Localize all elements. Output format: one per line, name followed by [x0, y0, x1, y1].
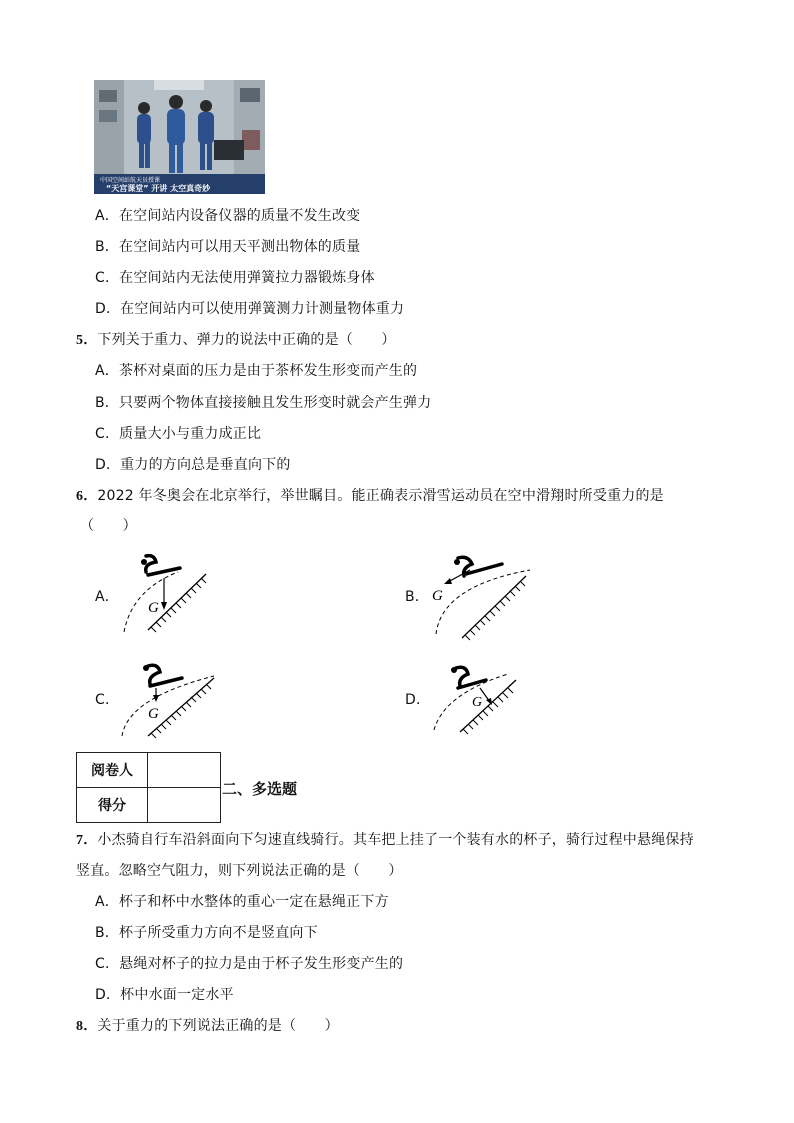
q6-option-d-label: D．	[405, 692, 431, 708]
force-label-g: G	[472, 695, 483, 710]
q6-option-a-label: A．	[95, 589, 119, 605]
photo-caption-main: “天宫课堂” 开讲 太空真奇妙	[106, 184, 211, 193]
question-stem-line1: 小杰骑自行车沿斜面向下匀速直线骑行。其车把上挂了一个装有水的杯子，骑行过程中悬绳保持	[97, 832, 694, 848]
reviewer-label: 阅卷人	[77, 753, 148, 788]
q7-option-a: A．杯子和杯中水整体的重心一定在悬绳正下方	[95, 894, 389, 910]
photo-caption-banner	[94, 174, 265, 194]
space-station-photo	[94, 80, 265, 194]
q6-diagram-c	[118, 658, 218, 740]
reviewer-field[interactable]	[148, 753, 221, 788]
q6-diagram-d	[430, 658, 530, 740]
question-number: 6．	[76, 489, 98, 504]
force-label-g: G	[148, 706, 159, 722]
question-stem: 下列关于重力、弹力的说法中正确的是（ ）	[97, 332, 396, 348]
question-number: 8．	[76, 1019, 98, 1034]
q6-option-c-label: C．	[95, 692, 120, 708]
q6-diagram-a	[118, 550, 218, 640]
q6-diagram-b	[430, 550, 540, 642]
q4-option-b: B．在空间站内可以用天平测出物体的质量	[95, 239, 361, 255]
photo-caption-small: 中国空间站航天员授课	[100, 177, 161, 184]
q5-option-c: C．质量大小与重力成正比	[95, 426, 262, 442]
q6-option-b-label: B．	[405, 589, 430, 605]
question-5	[76, 330, 396, 351]
question-6-stem-line2: （ ）	[80, 518, 137, 534]
q4-option-c: C．在空间站内无法使用弹簧拉力器锻炼身体	[95, 270, 375, 286]
question-stem: 关于重力的下列说法正确的是（ ）	[97, 1018, 339, 1034]
q7-option-b: B．杯子所受重力方向不是竖直向下	[95, 925, 318, 941]
q5-option-a: A．茶杯对桌面的压力是由于茶杯发生形变而产生的	[95, 363, 418, 379]
q5-option-d: D．重力的方向总是垂直向下的	[95, 457, 291, 473]
force-label-g: G	[148, 600, 159, 616]
question-number: 7．	[76, 833, 98, 848]
question-number: 5．	[76, 333, 98, 348]
q7-option-d: D．杯中水面一定水平	[95, 987, 234, 1003]
section-title: 二、多选题	[222, 780, 298, 798]
question-6	[76, 486, 664, 507]
q4-option-a: A．在空间站内设备仪器的质量不发生改变	[95, 208, 361, 224]
question-stem-line1: 2022 年冬奥会在北京举行，举世瞩目。能正确表示滑雪运动员在空中滑翔时所受重力的是	[97, 488, 664, 504]
score-field[interactable]	[148, 788, 221, 823]
q5-option-b: B．只要两个物体直接接触且发生形变时就会产生弹力	[95, 395, 432, 411]
score-table	[76, 752, 221, 823]
q7-option-c: C．悬绳对杯子的拉力是由于杯子发生形变产生的	[95, 956, 404, 972]
score-label: 得分	[77, 788, 148, 823]
question-8	[76, 1016, 339, 1037]
q4-option-d: D．在空间站内可以使用弹簧测力计测量物体重力	[95, 301, 405, 317]
question-7-stem-line2: 竖直。忽略空气阻力，则下列说法正确的是（ ）	[76, 863, 403, 879]
force-label-g: G	[432, 588, 443, 604]
question-7	[76, 830, 694, 851]
